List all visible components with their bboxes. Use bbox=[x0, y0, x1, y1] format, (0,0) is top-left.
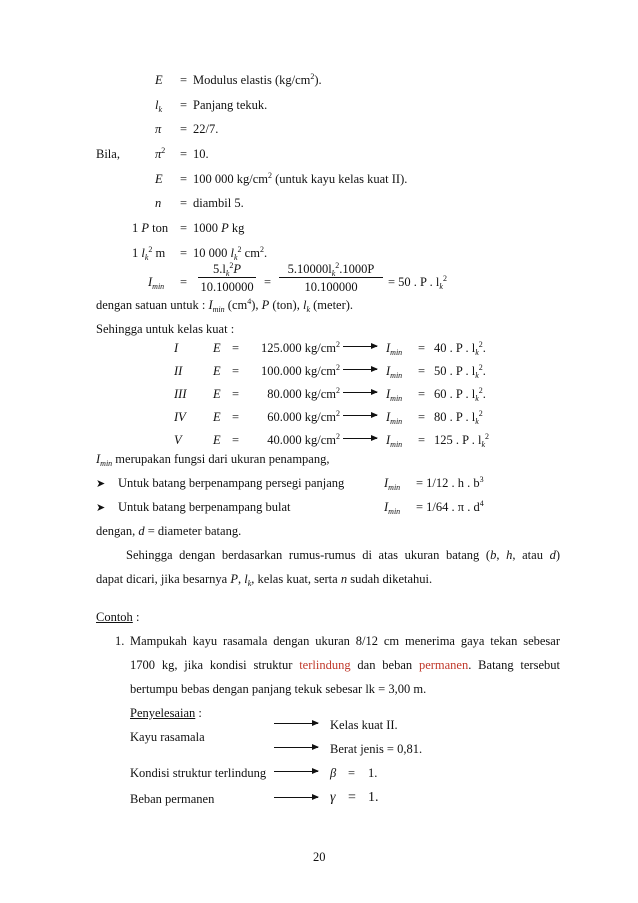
formula-fraction-1: $5.l_k^2P$ 10.100000 bbox=[198, 262, 256, 294]
arrow-icon bbox=[343, 369, 377, 370]
solution-class: Kelas kuat II. bbox=[330, 718, 398, 732]
contoh-heading: Contoh : bbox=[96, 610, 140, 624]
bullet-arrow-icon: ➤ bbox=[96, 477, 106, 490]
solution-beta: β = 1. bbox=[330, 766, 378, 780]
conv-ton: 1 P ton = 1000 P kg bbox=[132, 221, 245, 235]
example-line-2: 1700 kg, jika kondisi struktur terlindung dan beban permanen. Batang tersebut bbox=[130, 658, 560, 672]
arrow-icon bbox=[274, 723, 318, 724]
arrow-icon bbox=[274, 747, 318, 748]
arrow-icon bbox=[343, 415, 377, 416]
bullet-arrow-icon: ➤ bbox=[96, 501, 106, 514]
arrow-icon bbox=[274, 771, 318, 772]
arrow-icon bbox=[343, 346, 377, 347]
solution-row-wood: Kayu rasamala bbox=[130, 730, 205, 744]
bila-n: n = diambil 5. bbox=[155, 196, 244, 210]
bila-E: E = 100 000 $kg/cm^2$ (untuk kayu kelas kuat II). bbox=[155, 171, 408, 186]
sehingga-heading: Sehingga untuk kelas kuat : bbox=[96, 322, 235, 336]
bila-label: Bila, bbox=[96, 147, 120, 161]
solution-gamma: γ = 1. bbox=[330, 790, 379, 805]
penyelesaian-heading: Penyelesaian : bbox=[130, 706, 202, 720]
solution-row-condition: Kondisi struktur terlindung bbox=[130, 766, 267, 780]
solution-density: Berat jenis = 0,81. bbox=[330, 742, 423, 756]
bullet-rectangular: ➤ Untuk batang berpenampang persegi panjang $I_{min}$ = 1/12 . h . $b^3$ bbox=[96, 475, 484, 492]
paragraph-line-1: Sehingga dengan berdasarkan rumus-rumus di atas ukuran batang (b, h, atau d) bbox=[126, 548, 560, 562]
conv-lk: 1 $l_k^2$ m = 10 000 $l_k^2$ $cm^2$. bbox=[132, 245, 268, 262]
solution-row-load: Beban permanen bbox=[130, 792, 215, 806]
paragraph-line-2: dapat dicari, jika besarnya P, $l_k$, kelas kuat, serta n sudah diketahui. bbox=[96, 572, 433, 588]
page-number: 20 bbox=[313, 850, 326, 864]
bullet-circular: ➤ Untuk batang berpenampang bulat $I_{min}$ = 1/64 . π . $d^4$ bbox=[96, 499, 484, 516]
units-line: dengan satuan untuk : $I_{min}$ $(cm^4)$, P (ton), $l_k$ (meter). bbox=[96, 297, 354, 314]
formula-result: = 50 . P . $l_k^2$ bbox=[388, 274, 447, 291]
example-number: 1. bbox=[115, 634, 125, 648]
formula-eq1: = bbox=[180, 275, 188, 289]
example-line-3: bertumpu bebas dengan panjang tekuk sebesar lk = 3,00 m. bbox=[130, 682, 427, 696]
def-lk: $l_k$ = Panjang tekuk. bbox=[155, 98, 268, 114]
def-pi: π = 22/7. bbox=[155, 122, 219, 136]
formula-lhs: $I_{min}$ bbox=[148, 275, 165, 291]
imin-function-line: $I_{min}$ merupakan fungsi dari ukuran penampang, bbox=[96, 452, 330, 468]
arrow-icon bbox=[274, 797, 318, 798]
formula-fraction-2: $5.10000l_k^2.1000P$ 10.100000 bbox=[279, 262, 383, 294]
def-E: E = Modulus elastis $(kg/cm^2)$. bbox=[155, 72, 322, 87]
arrow-icon bbox=[343, 392, 377, 393]
diameter-note: dengan, d = diameter batang. bbox=[96, 524, 242, 538]
example-line-1: Mampukah kayu rasamala dengan ukuran 8/12 cm menerima gaya tekan sebesar bbox=[130, 634, 560, 648]
bila-pi2: $\pi^2$ = 10. bbox=[155, 146, 209, 161]
arrow-icon bbox=[343, 438, 377, 439]
formula-eq2: = bbox=[264, 275, 272, 289]
